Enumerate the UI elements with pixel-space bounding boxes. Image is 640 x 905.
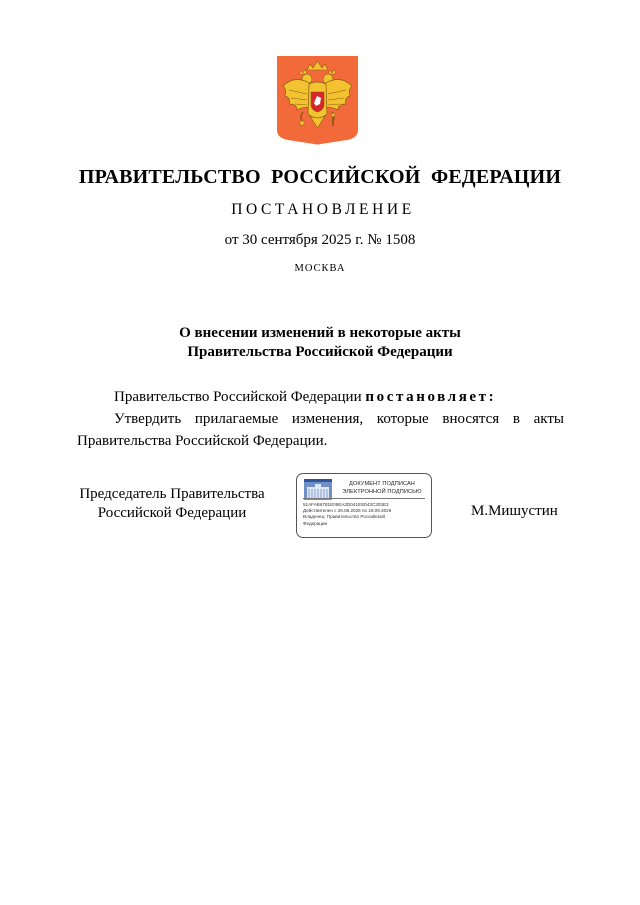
- russian-coat-of-arms-icon: [277, 56, 358, 145]
- signatory-position: [74, 485, 270, 523]
- approval-word: которые: [376, 411, 429, 427]
- signatory-position-line-1: Председатель Правительства: [79, 486, 265, 502]
- approval-word: вносятся: [442, 411, 500, 427]
- preamble-text: Правительство Российской Федерации: [114, 389, 366, 405]
- approval-word: Утвердить: [114, 411, 182, 427]
- document-date-number: от 30 сентября 2025 г. № 1508: [224, 232, 416, 248]
- document-body: [77, 386, 564, 452]
- approval-paragraph-line-1: [77, 408, 564, 430]
- approval-word: прилагаемые: [194, 411, 279, 427]
- stamp-divider: [303, 498, 425, 499]
- stamp-details: [303, 502, 427, 527]
- certificate-owner-line-1: Владелец: Правительство Российской: [303, 514, 385, 520]
- certificate-serial: 51AFAB6781E05EA2D041E5D43C303E3: [303, 502, 389, 507]
- subject-line-1: О внесении изменений в некоторые акты: [179, 325, 461, 341]
- approval-word: изменения,: [291, 411, 364, 427]
- stamp-title-line-2: ЭЛЕКТРОННОЙ ПОДПИСЬЮ: [342, 489, 422, 495]
- decree-verb: постановляет:: [365, 389, 497, 405]
- government-house-icon: [303, 479, 333, 500]
- approval-paragraph-line-2: Правительства Российской Федерации.: [77, 433, 328, 449]
- signatory-name: М.Мишустин: [471, 503, 558, 519]
- subject-line-2: Правительства Российской Федерации: [187, 344, 453, 360]
- stamp-title-line-1: ДОКУМЕНТ ПОДПИСАН: [349, 481, 415, 487]
- certificate-validity: Действителен с 26.06.2025 по 19.09.2026: [303, 508, 392, 514]
- approval-word: в: [512, 411, 520, 427]
- stamp-title: [335, 480, 429, 496]
- government-title: ПРАВИТЕЛЬСТВО РОССИЙСКОЙ ФЕДЕРАЦИИ: [78, 166, 562, 188]
- approval-word: акты: [533, 411, 564, 427]
- document-subject: [0, 324, 640, 362]
- electronic-signature-stamp: [296, 473, 432, 538]
- certificate-owner-line-2: Федерации: [303, 520, 328, 526]
- document-city: МОСКВА: [294, 263, 346, 274]
- signatory-position-line-2: Российской Федерации: [97, 505, 247, 521]
- preamble-paragraph: [77, 386, 564, 408]
- document-type: ПОСТАНОВЛЕНИЕ: [231, 201, 415, 218]
